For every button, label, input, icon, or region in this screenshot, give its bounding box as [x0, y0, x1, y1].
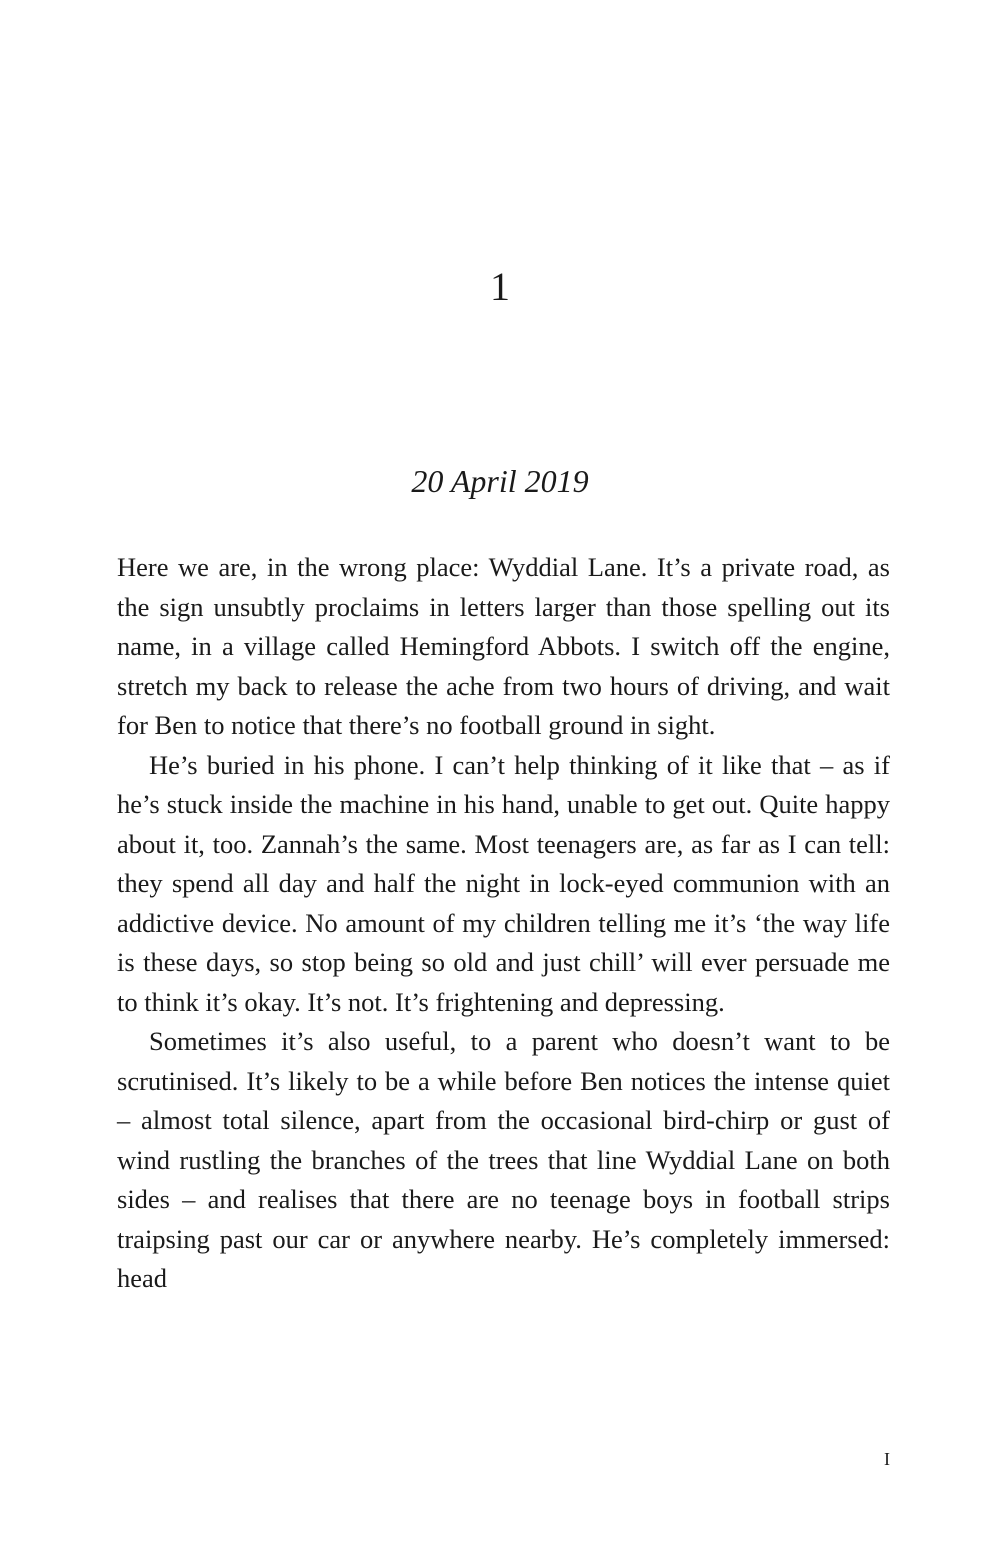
chapter-date: 20 April 2019 — [411, 463, 589, 499]
paragraph-2: He’s buried in his phone. I can’t help thinking of it like that – as if he’s stuck inside the machine in his hand, unable to get out. Quite happy about it, too. Zannah’s the same. Most teenagers are, as far as I can tell: they spend all day and half the night in lock-eyed communion with an addictive device. No amount of my children telling me it’s ‘the way life is these days, so stop being so old and just chill’ will ever persuade me to think it’s okay. It’s not. It’s frightening and depressing. — [117, 749, 890, 1017]
paragraph-3: Sometimes it’s also useful, to a parent who doesn’t want to be scrutinised. It’s likely to be a while before Ben notices the intense quiet – almost total silence, apart from the occasional bird-chirp or gust of wind rustling the branches of the trees that line Wyddial Lane on both sides – and realises that there are no teenage boys in football strips traipsing past our car or anywhere nearby. He’s completely immersed: head — [117, 1026, 890, 1293]
body-text — [117, 548, 890, 1299]
page-number: I — [884, 1449, 890, 1469]
paragraph-1: Here we are, in the wrong place: Wyddial Lane. It’s a private road, as the sign unsubtly proclaims in letters larger than those spelling out its name, in a village called Hemingford Abbots. I switch off the engine, stretch my back to release the ache from two hours of driving, and wait for Ben to notice that there’s no football ground in sight. — [117, 552, 890, 740]
chapter-number: 1 — [490, 264, 510, 309]
